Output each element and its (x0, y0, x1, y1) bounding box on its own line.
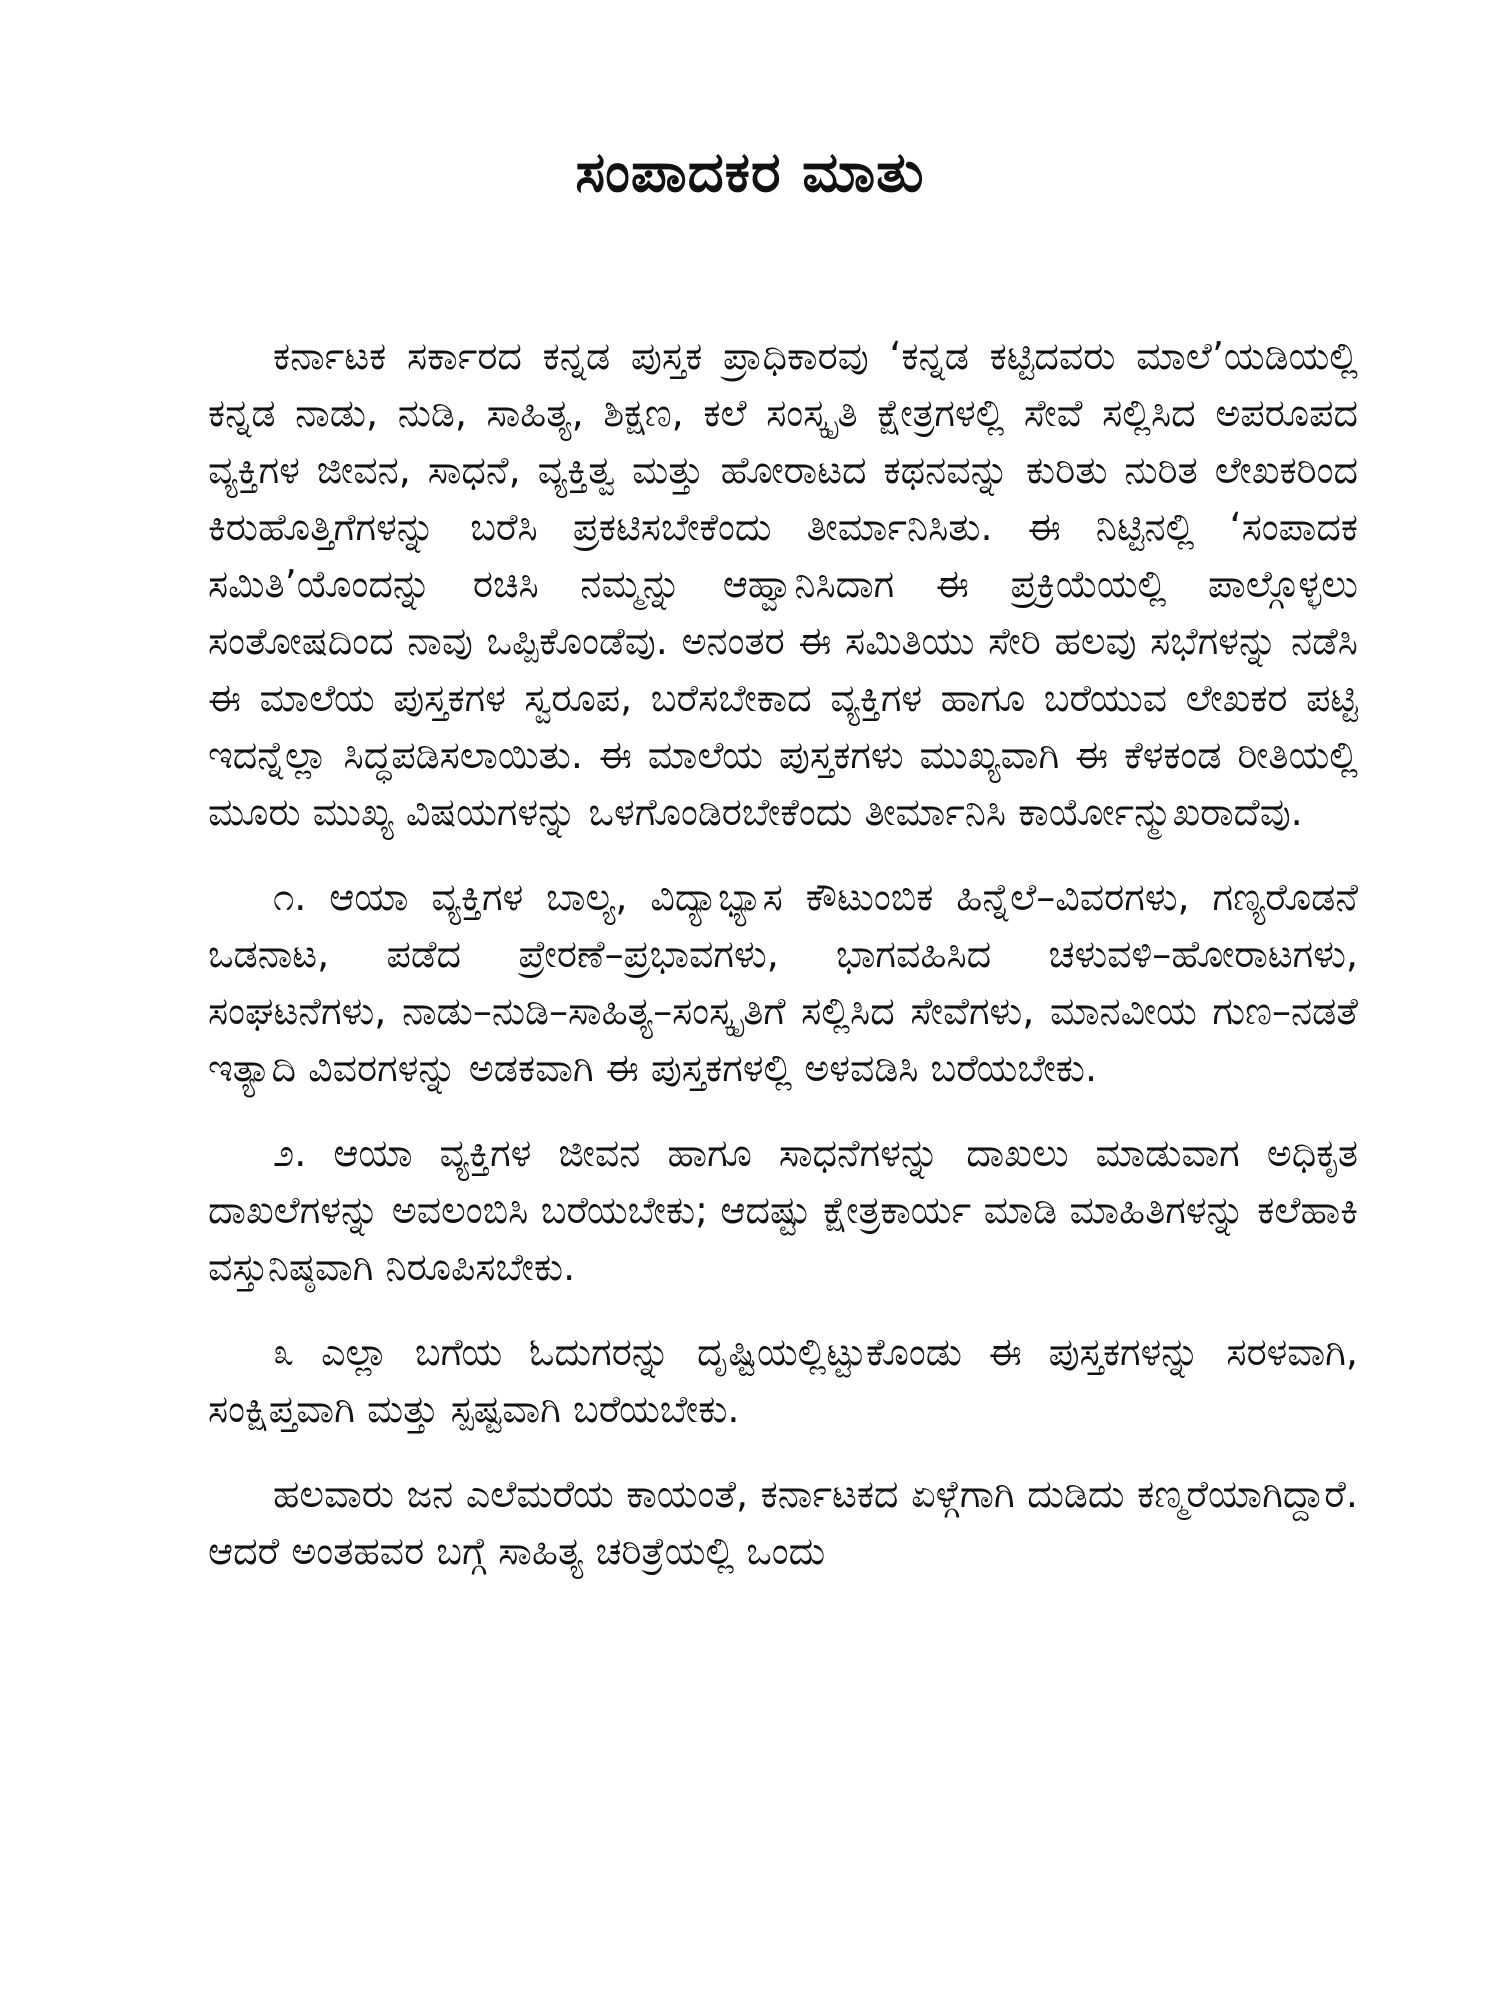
point-3-paragraph: ೩ ಎಲ್ಲಾ ಬಗೆಯ ಓದುಗರನ್ನು ದೃಷ್ಟಿಯಲ್ಲಿಟ್ಟುಕೊಂಡು ಈ ಪುಸ್ತಕಗಳನ್ನು ಸರಳವಾಗಿ, ಸಂಕ್ಷಿಪ್ತವಾಗಿ ಮತ್ತು ಸ್ಪಷ್ಟವಾಗಿ ಬರೆಯಬೇಕು. (208, 1330, 1358, 1431)
point-2-paragraph: ೨. ಆಯಾ ವ್ಯಕ್ತಿಗಳ ಜೀವನ ಹಾಗೂ ಸಾಧನೆಗಳನ್ನು ದಾಖಲು ಮಾಡುವಾಗ ಅಧಿಕೃತ ದಾಖಲೆಗಳನ್ನು ಅವಲಂಬಿಸಿ ಬರೆಯಬೇಕು; ಆದಷ್ಟು ಕ್ಷೇತ್ರಕಾರ್ಯ ಮಾಡಿ ಮಾಹಿತಿಗಳನ್ನು ಕಲೆಹಾಕಿ ವಸ್ತುನಿಷ್ಠವಾಗಿ ನಿರೂಪಿಸಬೇಕು. (208, 1131, 1358, 1289)
point-1-paragraph: ೧. ಆಯಾ ವ್ಯಕ್ತಿಗಳ ಬಾಲ್ಯ, ವಿದ್ಯಾಭ್ಯಾಸ ಕೌಟುಂಬಿಕ ಹಿನ್ನೆಲೆ–ವಿವರಗಳು, ಗಣ್ಯರೊಡನೆ ಒಡನಾಟ, ಪಡೆದ ಪ್ರೇರಣೆ–ಪ್ರಭಾವಗಳು, ಭಾಗವಹಿಸಿದ ಚಳುವಳಿ–ಹೋರಾಟಗಳು, ಸಂಘಟನೆಗಳು, ನಾಡು–ನುಡಿ–ಸಾಹಿತ್ಯ–ಸಂಸ್ಕೃತಿಗೆ ಸಲ್ಲಿಸಿದ ಸೇವೆಗಳು, ಮಾನವೀಯ ಗುಣ–ನಡತೆ ಇತ್ಯಾದಿ ವಿವರಗಳನ್ನು ಅಡಕವಾಗಿ ಈ ಪುಸ್ತಕಗಳಲ್ಲಿ ಅಳವಡಿಸಿ ಬರೆಯಬೇಕು. (208, 875, 1358, 1090)
document-body (208, 328, 1358, 1580)
page-title: ಸಂಪಾದಕರ ಮಾತು (575, 140, 925, 205)
intro-paragraph: ಕರ್ನಾಟಕ ಸರ್ಕಾರದ ಕನ್ನಡ ಪುಸ್ತಕ ಪ್ರಾಧಿಕಾರವು ‘ಕನ್ನಡ ಕಟ್ಟಿದವರು ಮಾಲೆ’ಯಡಿಯಲ್ಲಿ ಕನ್ನಡ ನಾಡು, ನುಡಿ, ಸಾಹಿತ್ಯ, ಶಿಕ್ಷಣ, ಕಲೆ ಸಂಸ್ಕೃತಿ ಕ್ಷೇತ್ರಗಳಲ್ಲಿ ಸೇವೆ ಸಲ್ಲಿಸಿದ ಅಪರೂಪದ ವ್ಯಕ್ತಿಗಳ ಜೀವನ, ಸಾಧನೆ, ವ್ಯಕ್ತಿತ್ವ ಮತ್ತು ಹೋರಾಟದ ಕಥನವನ್ನು ಕುರಿತು ನುರಿತ ಲೇಖಕರಿಂದ ಕಿರುಹೊತ್ತಿಗೆಗಳನ್ನು ಬರೆಸಿ ಪ್ರಕಟಿಸಬೇಕೆಂದು ತೀರ್ಮಾನಿಸಿತು. ಈ ನಿಟ್ಟಿನಲ್ಲಿ ‘ಸಂಪಾದಕ ಸಮಿತಿ’ಯೊಂದನ್ನು ರಚಿಸಿ ನಮ್ಮನ್ನು ಆಹ್ವಾನಿಸಿದಾಗ ಈ ಪ್ರಕ್ರಿಯೆಯಲ್ಲಿ ಪಾಲ್ಗೊಳ್ಳಲು ಸಂತೋಷದಿಂದ ನಾವು ಒಪ್ಪಿಕೊಂಡೆವು. ಅನಂತರ ಈ ಸಮಿತಿಯು ಸೇರಿ ಹಲವು ಸಭೆಗಳನ್ನು ನಡೆಸಿ ಈ ಮಾಲೆಯ ಪುಸ್ತಕಗಳ ಸ್ವರೂಪ, ಬರೆಸಬೇಕಾದ ವ್ಯಕ್ತಿಗಳ ಹಾಗೂ ಬರೆಯುವ ಲೇಖಕರ ಪಟ್ಟಿ ಇದನ್ನೆಲ್ಲಾ ಸಿದ್ಧಪಡಿಸಲಾಯಿತು. ಈ ಮಾಲೆಯ ಪುಸ್ತಕಗಳು ಮುಖ್ಯವಾಗಿ ಈ ಕೆಳಕಂಡ ರೀತಿಯಲ್ಲಿ ಮೂರು ಮುಖ್ಯ ವಿಷಯಗಳನ್ನು ಒಳಗೊಂಡಿರಬೇಕೆಂದು ತೀರ್ಮಾನಿಸಿ ಕಾರ್ಯೋನ್ಮುಖರಾದೆವು. (208, 334, 1358, 834)
closing-paragraph: ಹಲವಾರು ಜನ ಎಲೆಮರೆಯ ಕಾಯಂತೆ, ಕರ್ನಾಟಕದ ಏಳ್ಗೆಗಾಗಿ ದುಡಿದು ಕಣ್ಮರೆಯಾಗಿದ್ದಾರೆ. ಆದರೆ ಅಂತಹವರ ಬಗ್ಗೆ ಸಾಹಿತ್ಯ ಚರಿತ್ರೆಯಲ್ಲಿ ಒಂದು (208, 1472, 1358, 1573)
